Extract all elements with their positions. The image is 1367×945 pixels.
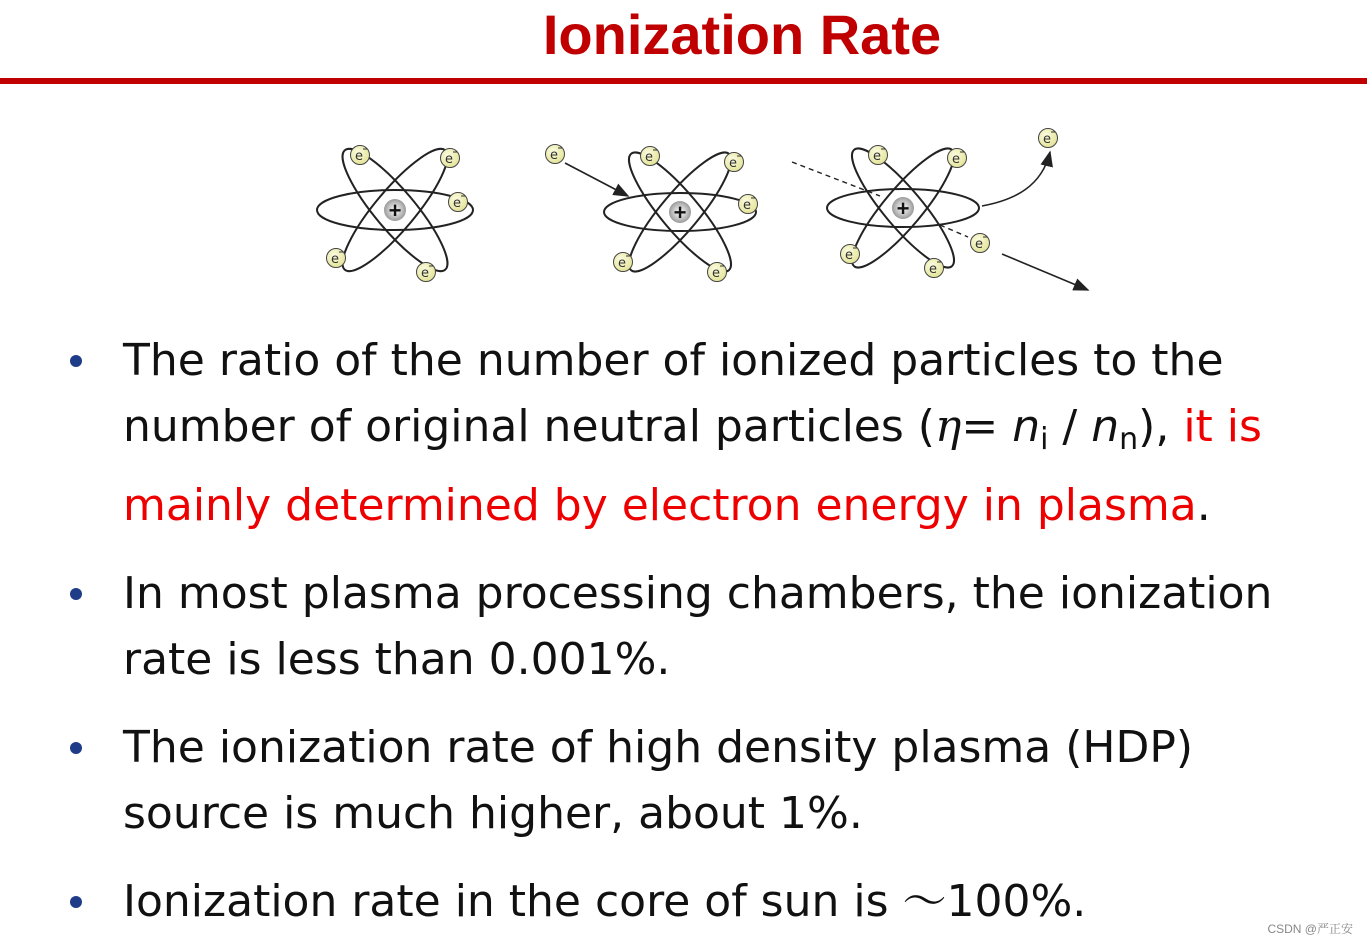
emphasis-text: it is mainly determined by electron energy in plasma: [123, 401, 1262, 531]
bullet-item: [60, 561, 1340, 693]
svg-text:e: e: [355, 149, 363, 164]
bullet-dot-icon: [70, 355, 82, 367]
svg-text:e: e: [929, 262, 937, 277]
ejected-electron-arrow: [982, 152, 1050, 206]
neutral-density-symbol: n: [1091, 401, 1120, 452]
bullet-text: Ionization rate in the core of sun is ～100%.: [123, 876, 1087, 927]
bullet-item: [60, 869, 1340, 935]
bullet-dot-icon: [70, 742, 82, 754]
sentence-end: .: [1196, 480, 1211, 531]
bullet-text: The ratio of the number of ionized particles to the number of original neutral particles (: [123, 335, 1224, 452]
nucleus-label: +: [896, 196, 910, 221]
svg-text:e: e: [873, 149, 881, 164]
scattered-electron-arrow: [1002, 254, 1088, 290]
svg-text:e: e: [645, 150, 653, 165]
incoming-electron-arrow: [565, 163, 628, 196]
bullet-text: The ionization rate of high density plasma (HDP) source is much higher, about 1%.: [123, 722, 1194, 839]
svg-text:e: e: [712, 266, 720, 281]
bullet-dot-icon: [70, 896, 82, 908]
eta-symbol: η: [934, 401, 962, 452]
svg-text:e: e: [453, 196, 461, 211]
svg-text:e: e: [445, 152, 453, 167]
svg-text:e: e: [743, 198, 751, 213]
bullet-list: [60, 328, 1340, 935]
svg-text:e: e: [729, 156, 737, 171]
bullet-text: In most plasma processing chambers, the ionization rate is less than 0.001%.: [123, 568, 1273, 685]
slide-title: Ionization Rate: [542, 3, 942, 66]
nucleus-label: +: [388, 198, 402, 223]
svg-text:e: e: [618, 256, 626, 271]
neutral-subscript: n: [1119, 422, 1139, 457]
watermark: CSDN @严正安: [1267, 922, 1353, 936]
title-divider: [0, 78, 1367, 84]
bullet-item: [60, 715, 1340, 847]
svg-text:e: e: [1043, 132, 1051, 147]
ion-subscript: i: [1040, 422, 1049, 457]
svg-text:e: e: [975, 237, 983, 252]
nucleus-label: +: [673, 200, 687, 225]
bullet-item: [60, 328, 1340, 539]
svg-text:e: e: [421, 266, 429, 281]
ionization-diagram: [300, 120, 1100, 300]
bullet-dot-icon: [70, 588, 82, 600]
svg-text:e: e: [550, 148, 558, 163]
svg-text:e: e: [952, 152, 960, 167]
closing-paren: ),: [1138, 401, 1170, 452]
division-slash: /: [1062, 401, 1078, 452]
ion-density-symbol: n: [1012, 401, 1041, 452]
electrons: [327, 129, 1058, 282]
svg-text:e: e: [845, 248, 853, 263]
equals-sign: =: [961, 401, 999, 452]
svg-text:e: e: [331, 252, 339, 267]
